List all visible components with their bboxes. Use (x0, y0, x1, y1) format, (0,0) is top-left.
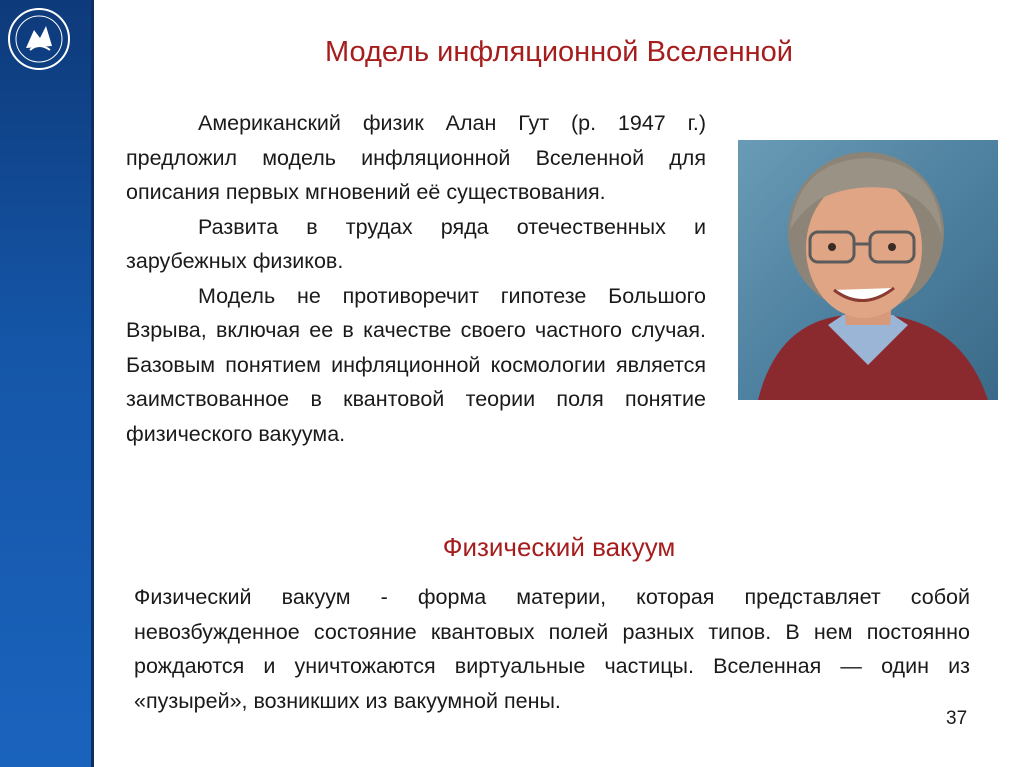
definition-text (134, 580, 970, 718)
main-text (126, 106, 706, 451)
paragraph-2: Развита в трудах ряда отечественных и зарубежных физиков. (126, 214, 706, 273)
section-subtitle: Физический вакуум (442, 532, 676, 562)
portrait-illustration (738, 140, 998, 400)
sidebar-edge (91, 0, 94, 767)
page-number: 37 (946, 708, 968, 729)
definition-paragraph: Физический вакуум - форма материи, которая представляет собой невозбужденное состояние квантовых полей разных типов. В нем постоянно рождаются и уничтожаются виртуальные частицы. Вселенная — один из «пузырей», возникших из вакуумной пены. (134, 585, 970, 713)
slide-title: Модель инфляционной Вселенной (325, 36, 793, 68)
paragraph-3: Модель не противоречит гипотезе Большого Взрыва, включая ее в качестве своего частного случая. Базовым понятием инфляционной космологии является заимствованное в квантовой теории поля понятие физического вакуума. (126, 283, 706, 446)
sidebar-band (0, 0, 91, 767)
portrait-photo (738, 140, 998, 400)
university-emblem-icon (6, 6, 72, 72)
paragraph-1: Американский физик Алан Гут (р. 1947 г.) предложил модель инфляционной Вселенной для описания первых мгновений её существования. (126, 111, 706, 204)
